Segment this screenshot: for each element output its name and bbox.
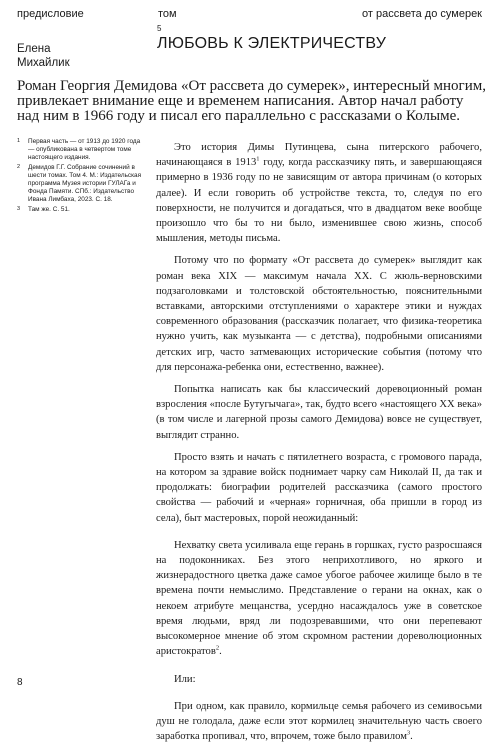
footnote [17, 138, 142, 161]
running-header-volume: том [158, 8, 177, 20]
paragraph: Это история Димы Путинцева, сына питерского рабочего, начинающаяся в 1913$^1$ году, когда рассказчику пять, и завершающаяся примерно в 1936 году по не зависящим от автора причинам (о которых далее). И если говорить об устройстве текста, то, следуя по его поверхности, не получится и догадаться, что в двадцатом веке вообще произошло что бы то ни было, изменившее свою жизнь, способ мышления, методы письма. [156, 142, 482, 245]
running-header-section: предисловие [17, 8, 84, 20]
footnote-ref: 1 [256, 155, 260, 163]
footnote-text: Демидов Г.Г. Собрание сочинений в шести томах. Том 4. М.: Издательская программа Музея истории ГУЛАГа и Фонда Памяти. СПб.: Издательство Ивана Лимбаха, 2023. С. 18. [28, 164, 142, 203]
footnote [17, 164, 142, 203]
footnote-ref: 2 [215, 644, 220, 652]
footnote-ref: 3 [406, 729, 411, 737]
paragraph: Попытка написать как бы классический доревоционный роман взросления «после Бутугычага», так, будто всего «настоящего XX века» (в том числе и лагерной прозы самого Демидова) вовсе не существует, выглядит странно. [156, 384, 482, 441]
footnote [17, 206, 142, 214]
author-first-name: Елена [17, 43, 51, 55]
volume-number: 5 [157, 24, 162, 33]
footnote-text: Первая часть — от 1913 до 1920 года — опубликована в четвертом томе настоящего издания. [28, 138, 141, 161]
footnote-number: 2 [17, 164, 21, 171]
lead-paragraph: Роман Георгия Демидова «От рассвета до сумерек», интересный многим, привлекает внимание еще и временем написания. Автор начал работу над ним в 1966 году и писал его параллельно с рассказами о Колыме. [17, 78, 486, 124]
footnotes [17, 138, 142, 214]
running-header-book-title: от рассвета до сумерек [362, 8, 482, 20]
footnote-text: Там же. С. 51. [28, 206, 70, 214]
quotation-separator: Или: [174, 673, 196, 685]
paragraph: Потому что по формату «От рассвета до сумерек» выглядит как роман века XIX — максимум начала XX. С жюль-верновскими подзаголовками и толстовской обстоятельностью, пояснительными вставками, авторскими отступлениями о характере этики и нуждах современного образования (рассказчик полагает, что физика-теоретика нужно учить, как музыканта — с детства), подробными описаниями детских игр, часто затмевающих исторические события (потому что для персонажа-ребенка они, естественно, важнее). [156, 255, 482, 373]
page-number: 8 [17, 677, 23, 688]
quotation: При одном, как правило, кормильце семья рабочего из семивосьми душ не голодала, даже если этот кормилец значительную часть своего заработка пропивал, что, впрочем, тоже было правилом$^3$. [156, 700, 482, 743]
quotation: Нехватку света усиливала еще герань в горшках, густо разросшаяся на подоконниках. Без этого неприхотливого, но яркого и жизнерадостного цветка даже самое убогое рабочее жилище было в те времена почти немыслимо. Представление о герани на окнах, как о некоем атрибуте мещанства, усердно насаждалось уже в советское время людьми, вряд ли подозревавшими, что они перепевают высокомерное мнение об этом скромном растении дореволюционных аристократов$^2$. [156, 539, 482, 658]
article-title: ЛЮБОВЬ К ЭЛЕКТРИЧЕСТВУ [157, 35, 387, 52]
paragraph: Просто взять и начать с пятилетнего возраста, с громового парада, на котором за здравие войск поднимает чарку сам Николай II, да так и продолжать: биографии родителей рассказчика (самого простого свойства — рабочий и «черная» горничная, оба пришли в город из села), быт мастеровых, порой неожиданный: [156, 451, 482, 524]
body-text [156, 140, 482, 744]
footnote-number: 1 [17, 138, 21, 144]
author-name [17, 42, 70, 70]
footnote-number: 3 [17, 206, 21, 213]
author-last-name: Михайлик [17, 57, 70, 69]
